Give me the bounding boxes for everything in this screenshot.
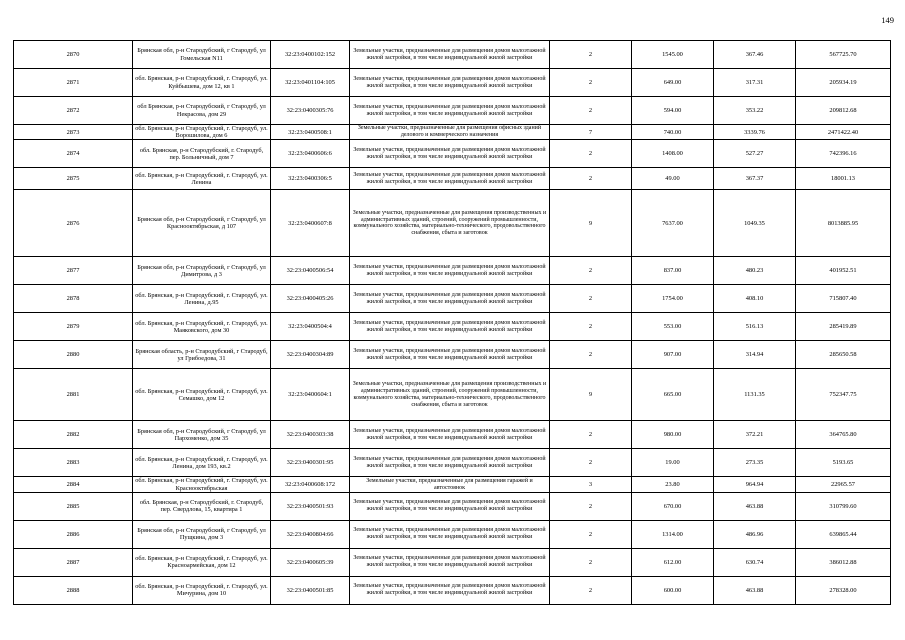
address-cell: обл. Брянская, р-н Стародубский, г. Стародуб, ул. Маяковского, дом 30 — [133, 313, 271, 341]
cadastral-value-cell: 310799.60 — [796, 492, 891, 520]
row-number-cell: 2880 — [14, 341, 133, 369]
land-use-cell: Земельные участки, предназначенные для размещения офисных зданий делового и коммерческого назначения — [350, 125, 550, 140]
table-row — [14, 492, 891, 520]
specific-value-cell: 527.27 — [714, 140, 796, 168]
cadastral-value-cell: 5193.65 — [796, 449, 891, 477]
use-group-cell: 2 — [550, 140, 632, 168]
cadastral-value-cell: 742396.16 — [796, 140, 891, 168]
cadastral-value-cell: 209812.68 — [796, 97, 891, 125]
specific-value-cell: 1131.35 — [714, 369, 796, 421]
specific-value-cell: 367.37 — [714, 168, 796, 190]
use-group-cell: 9 — [550, 190, 632, 257]
cadastral-value-cell: 8013885.95 — [796, 190, 891, 257]
table-row — [14, 421, 891, 449]
specific-value-cell: 372.21 — [714, 421, 796, 449]
row-number-cell: 2874 — [14, 140, 133, 168]
specific-value-cell: 463.88 — [714, 492, 796, 520]
use-group-cell: 9 — [550, 369, 632, 421]
use-group-cell: 2 — [550, 97, 632, 125]
area-cell: 907.00 — [632, 341, 714, 369]
use-group-cell: 2 — [550, 69, 632, 97]
cadastral-number-cell: 32:23:0400301:95 — [271, 449, 350, 477]
table-row — [14, 576, 891, 604]
cadastral-value-cell: 401952.51 — [796, 257, 891, 285]
specific-value-cell: 486.96 — [714, 520, 796, 548]
specific-value-cell: 1049.35 — [714, 190, 796, 257]
land-use-cell: Земельные участки, предназначенные для размещения домов малоэтажной жилой застройки, в том числе индивидуальной жилой застройки — [350, 69, 550, 97]
row-number-cell: 2871 — [14, 69, 133, 97]
area-cell: 670.00 — [632, 492, 714, 520]
cadastral-value-cell: 752347.75 — [796, 369, 891, 421]
use-group-cell: 2 — [550, 41, 632, 69]
table-row — [14, 477, 891, 492]
specific-value-cell: 3339.76 — [714, 125, 796, 140]
address-cell: обл. Брянская, р-н Стародубский, г. Стародуб, ул. Ленина, дом 193, кв.2 — [133, 449, 271, 477]
area-cell: 1408.00 — [632, 140, 714, 168]
row-number-cell: 2876 — [14, 190, 133, 257]
address-cell: Брянская обл, р-н Стародубский, г Стародуб, ул Димитрова, д 3 — [133, 257, 271, 285]
cadastral-value-cell: 18001.13 — [796, 168, 891, 190]
specific-value-cell: 480.23 — [714, 257, 796, 285]
cadastral-number-cell: 32:23:0400303:38 — [271, 421, 350, 449]
cadastral-number-cell: 32:23:0400305:76 — [271, 97, 350, 125]
specific-value-cell: 408.10 — [714, 285, 796, 313]
table-row — [14, 69, 891, 97]
address-cell: обл. Брянская, р-н Стародубский, г. Стародуб, ул. Ленина — [133, 168, 271, 190]
land-use-cell: Земельные участки, предназначенные для размещения домов малоэтажной жилой застройки, в том числе индивидуальной жилой застройки — [350, 168, 550, 190]
use-group-cell: 2 — [550, 492, 632, 520]
table-row — [14, 313, 891, 341]
land-use-cell: Земельные участки, предназначенные для размещения домов малоэтажной жилой застройки, в том числе индивидуальной жилой застройки — [350, 492, 550, 520]
table-row — [14, 520, 891, 548]
address-cell: Брянская обл, р-н Стародубский, г Стародуб, ул Пущкина, дом 3 — [133, 520, 271, 548]
row-number-cell: 2883 — [14, 449, 133, 477]
use-group-cell: 2 — [550, 168, 632, 190]
row-number-cell: 2870 — [14, 41, 133, 69]
address-cell: обл. Брянская, р-н Стародубский, г. Стародуб, ул. Краснооктябрьская — [133, 477, 271, 492]
cadastral-number-cell: 32:23:0400508:1 — [271, 125, 350, 140]
table-row — [14, 257, 891, 285]
address-cell: Брянская обл, р-н Стародубский, г Стародуб, ул Краснооктябрьская, д 107 — [133, 190, 271, 257]
cadastral-value-cell: 567725.70 — [796, 41, 891, 69]
area-cell: 1314.00 — [632, 520, 714, 548]
cadastral-number-cell: 32:23:0400304:89 — [271, 341, 350, 369]
table-row — [14, 548, 891, 576]
use-group-cell: 2 — [550, 548, 632, 576]
address-cell: обл. Брянская, р-н Стародубский, г. Стародуб, ул. Куйбышева, дом 12, кв 1 — [133, 69, 271, 97]
cadastral-number-cell: 32:23:0400501:85 — [271, 576, 350, 604]
cadastral-number-cell: 32:23:0400506:54 — [271, 257, 350, 285]
specific-value-cell: 317.31 — [714, 69, 796, 97]
specific-value-cell: 463.88 — [714, 576, 796, 604]
table-row — [14, 41, 891, 69]
row-number-cell: 2878 — [14, 285, 133, 313]
table-row — [14, 168, 891, 190]
row-number-cell: 2885 — [14, 492, 133, 520]
cadastral-number-cell: 32:23:0400102:152 — [271, 41, 350, 69]
use-group-cell: 2 — [550, 421, 632, 449]
cadastral-value-cell: 285650.58 — [796, 341, 891, 369]
table-row — [14, 449, 891, 477]
area-cell: 594.00 — [632, 97, 714, 125]
land-use-cell: Земельные участки, предназначенные для размещения домов малоэтажной жилой застройки, в том числе индивидуальной жилой застройки — [350, 140, 550, 168]
table-row — [14, 190, 891, 257]
address-cell: обл. Брянская, р-н Стародубский, г. Стародуб, пер. Свердлова, 15, квартира 1 — [133, 492, 271, 520]
land-use-cell: Земельные участки, предназначенные для размещения домов малоэтажной жилой застройки, в том числе индивидуальной жилой застройки — [350, 449, 550, 477]
land-use-cell: Земельные участки, предназначенные для размещения домов малоэтажной жилой застройки, в том числе индивидуальной жилой застройки — [350, 257, 550, 285]
area-cell: 600.00 — [632, 576, 714, 604]
use-group-cell: 3 — [550, 477, 632, 492]
cadastral-value-cell: 205934.19 — [796, 69, 891, 97]
land-plot-table — [13, 40, 891, 605]
use-group-cell: 2 — [550, 576, 632, 604]
cadastral-number-cell: 32:23:0400501:93 — [271, 492, 350, 520]
cadastral-number-cell: 32:23:0401104:105 — [271, 69, 350, 97]
row-number-cell: 2886 — [14, 520, 133, 548]
cadastral-value-cell: 386012.88 — [796, 548, 891, 576]
land-use-cell: Земельные участки, предназначенные для размещения домов малоэтажной жилой застройки, в том числе индивидуальной жилой застройки — [350, 41, 550, 69]
row-number-cell: 2873 — [14, 125, 133, 140]
land-use-cell: Земельные участки, предназначенные для размещения домов малоэтажной жилой застройки, в том числе индивидуальной жилой застройки — [350, 285, 550, 313]
specific-value-cell: 273.35 — [714, 449, 796, 477]
cadastral-number-cell: 32:23:0400306:5 — [271, 168, 350, 190]
address-cell: обл. Брянская, р-н Стародубский, г. Стародуб, ул. Ворошилова, дом 6 — [133, 125, 271, 140]
area-cell: 553.00 — [632, 313, 714, 341]
area-cell: 665.00 — [632, 369, 714, 421]
cadastral-number-cell: 32:23:0400604:1 — [271, 369, 350, 421]
area-cell: 980.00 — [632, 421, 714, 449]
cadastral-value-cell: 278328.00 — [796, 576, 891, 604]
land-use-cell: Земельные участки, предназначенные для размещения домов малоэтажной жилой застройки, в том числе индивидуальной жилой застройки — [350, 421, 550, 449]
area-cell: 7637.00 — [632, 190, 714, 257]
specific-value-cell: 516.13 — [714, 313, 796, 341]
area-cell: 837.00 — [632, 257, 714, 285]
row-number-cell: 2881 — [14, 369, 133, 421]
row-number-cell: 2887 — [14, 548, 133, 576]
use-group-cell: 2 — [550, 520, 632, 548]
specific-value-cell: 630.74 — [714, 548, 796, 576]
cadastral-value-cell: 639865.44 — [796, 520, 891, 548]
land-use-cell: Земельные участки, предназначенные для размещения домов малоэтажной жилой застройки, в том числе индивидуальной жилой застройки — [350, 341, 550, 369]
table-row — [14, 125, 891, 140]
table-row — [14, 341, 891, 369]
table-row — [14, 140, 891, 168]
row-number-cell: 2879 — [14, 313, 133, 341]
use-group-cell: 7 — [550, 125, 632, 140]
land-use-cell: Земельные участки, предназначенные для размещения домов малоэтажной жилой застройки, в том числе индивидуальной жилой застройки — [350, 548, 550, 576]
land-use-cell: Земельные участки, предназначенные для размещения домов малоэтажной жилой застройки, в том числе индивидуальной жилой застройки — [350, 97, 550, 125]
cadastral-number-cell: 32:23:0400606:6 — [271, 140, 350, 168]
address-cell: Брянская обл, р-н Стародубский, г Стародуб, ул Пархоменко, дом 35 — [133, 421, 271, 449]
land-use-cell: Земельные участки, предназначенные для размещения гаражей и автостоянок — [350, 477, 550, 492]
table-body — [14, 41, 891, 605]
address-cell: обл. Брянская, р-н Стародубский, г. Стародуб, ул. Красноармейская, дом 12 — [133, 548, 271, 576]
cadastral-value-cell: 2471422.40 — [796, 125, 891, 140]
row-number-cell: 2875 — [14, 168, 133, 190]
area-cell: 612.00 — [632, 548, 714, 576]
table-row — [14, 369, 891, 421]
row-number-cell: 2882 — [14, 421, 133, 449]
page-number: 149 — [881, 15, 894, 25]
use-group-cell: 2 — [550, 341, 632, 369]
cadastral-number-cell: 32:23:0400608:172 — [271, 477, 350, 492]
address-cell: Брянская область, р-н Стародубский, г Стародуб, ул Грибоедова, 31 — [133, 341, 271, 369]
use-group-cell: 2 — [550, 285, 632, 313]
address-cell: обл Брянская, р-н Стародубский, г Стародуб, ул Некрасова, дом 29 — [133, 97, 271, 125]
cadastral-number-cell: 32:23:0400405:26 — [271, 285, 350, 313]
use-group-cell: 2 — [550, 313, 632, 341]
use-group-cell: 2 — [550, 449, 632, 477]
specific-value-cell: 353.22 — [714, 97, 796, 125]
cadastral-number-cell: 32:23:0400607:8 — [271, 190, 350, 257]
table-row — [14, 97, 891, 125]
row-number-cell: 2888 — [14, 576, 133, 604]
land-use-cell: Земельные участки, предназначенные для размещения домов малоэтажной жилой застройки, в том числе индивидуальной жилой застройки — [350, 576, 550, 604]
address-cell: обл. Брянская, р-н Стародубский, г. Стародуб, пер. Больничный, дом 7 — [133, 140, 271, 168]
cadastral-value-cell: 285419.89 — [796, 313, 891, 341]
cadastral-value-cell: 364765.80 — [796, 421, 891, 449]
area-cell: 649.00 — [632, 69, 714, 97]
address-cell: обл. Брянская, р-н Стародубский, г. Стародуб, ул. Семашко, дом 12 — [133, 369, 271, 421]
land-use-cell: Земельные участки, предназначенные для размещения производственных и административных зданий, строений, сооружений промышленности, коммунального хозяйства, материально-технического, продовольственного снабжения, сбыта и заготовок — [350, 190, 550, 257]
cadastral-number-cell: 32:23:0400804:66 — [271, 520, 350, 548]
table-row — [14, 285, 891, 313]
row-number-cell: 2877 — [14, 257, 133, 285]
address-cell: Брянская обл, р-н Стародубский, г Стародуб, ул Гомельская N11 — [133, 41, 271, 69]
area-cell: 49.00 — [632, 168, 714, 190]
area-cell: 1545.00 — [632, 41, 714, 69]
row-number-cell: 2872 — [14, 97, 133, 125]
specific-value-cell: 314.94 — [714, 341, 796, 369]
cadastral-number-cell: 32:23:0400605:39 — [271, 548, 350, 576]
row-number-cell: 2884 — [14, 477, 133, 492]
use-group-cell: 2 — [550, 257, 632, 285]
area-cell: 19.00 — [632, 449, 714, 477]
land-use-cell: Земельные участки, предназначенные для размещения производственных и административных зданий, строений, сооружений промышленности, коммунального хозяйства, материально-технического, продовольственного снабжения, сбыта и заготовок — [350, 369, 550, 421]
address-cell: обл. Брянская, р-н Стародубский, г. Стародуб, ул. Ленина, д.95 — [133, 285, 271, 313]
specific-value-cell: 964.94 — [714, 477, 796, 492]
land-use-cell: Земельные участки, предназначенные для размещения домов малоэтажной жилой застройки, в том числе индивидуальной жилой застройки — [350, 313, 550, 341]
cadastral-value-cell: 22965.57 — [796, 477, 891, 492]
cadastral-value-cell: 715807.40 — [796, 285, 891, 313]
area-cell: 23.80 — [632, 477, 714, 492]
specific-value-cell: 367.46 — [714, 41, 796, 69]
land-use-cell: Земельные участки, предназначенные для размещения домов малоэтажной жилой застройки, в том числе индивидуальной жилой застройки — [350, 520, 550, 548]
area-cell: 740.00 — [632, 125, 714, 140]
address-cell: обл. Брянская, р-н Стародубский, г. Стародуб, ул. Мичурина, дом 10 — [133, 576, 271, 604]
area-cell: 1754.00 — [632, 285, 714, 313]
cadastral-number-cell: 32:23:0400504:4 — [271, 313, 350, 341]
